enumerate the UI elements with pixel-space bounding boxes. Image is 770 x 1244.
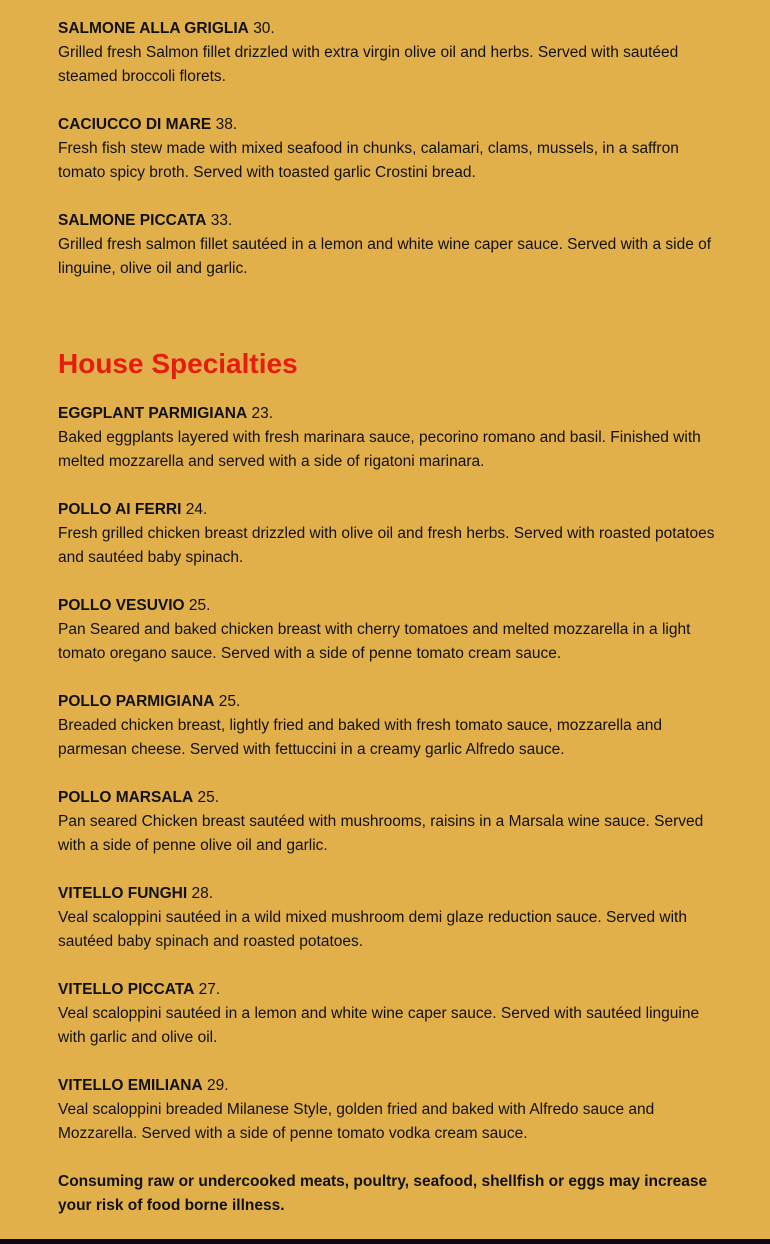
item-description: Veal scaloppini sautéed in a wild mixed mushroom demi glaze reduction sauce. Served with sautéed baby spinach and roasted potatoes. xyxy=(58,909,687,950)
bottom-divider xyxy=(0,1239,770,1244)
item-name: VITELLO EMILIANA xyxy=(58,1077,203,1094)
item-price: 27. xyxy=(198,981,221,998)
item-name: VITELLO PICCATA xyxy=(58,981,195,998)
item-name: POLLO VESUVIO xyxy=(58,597,185,614)
item-price: 23. xyxy=(251,405,274,422)
menu-item-pollo-parmigiana xyxy=(58,690,718,762)
menu-item-pollo-ai-ferri xyxy=(58,498,718,570)
menu-item-pollo-vesuvio xyxy=(58,594,718,666)
menu-item-salmone-alla-griglia xyxy=(58,17,718,89)
item-description: Grilled fresh salmon fillet sautéed in a lemon and white wine caper sauce. Served with a side of linguine, olive oil and garlic. xyxy=(58,236,712,277)
item-description: Baked eggplants layered with fresh marinara sauce, pecorino romano and basil. Finished with melted mozzarella and served with a side of rigatoni marinara. xyxy=(58,429,701,470)
item-price: 38. xyxy=(215,116,238,133)
item-description: Veal scaloppini sautéed in a lemon and white wine caper sauce. Served with sautéed linguine with garlic and olive oil. xyxy=(58,1005,700,1046)
item-description: Pan seared Chicken breast sautéed with mushrooms, raisins in a Marsala wine sauce. Served with a side of penne olive oil and garlic. xyxy=(58,813,704,854)
item-price: 25. xyxy=(218,693,241,710)
item-price: 29. xyxy=(206,1077,229,1094)
item-description: Fresh grilled chicken breast drizzled with olive oil and fresh herbs. Served with roasted potatoes and sautéed baby spinach. xyxy=(58,525,715,566)
item-description: Veal scaloppini breaded Milanese Style, golden fried and baked with Alfredo sauce and Mozzarella. Served with a side of penne tomato vodka cream sauce. xyxy=(58,1101,655,1142)
item-name: VITELLO FUNGHI xyxy=(58,885,188,902)
item-price: 33. xyxy=(210,212,233,229)
item-name: EGGPLANT PARMIGIANA xyxy=(58,405,248,422)
item-description: Fresh fish stew made with mixed seafood in chunks, calamari, clams, mussels, in a saffron tomato spicy broth. Served with toasted garlic Crostini bread. xyxy=(58,140,679,181)
menu-item-vitello-emiliana xyxy=(58,1074,718,1146)
item-price: 25. xyxy=(197,789,220,806)
item-price: 25. xyxy=(188,597,211,614)
menu-item-vitello-funghi xyxy=(58,882,718,954)
item-description: Pan Seared and baked chicken breast with cherry tomatoes and melted mozzarella in a light tomato oregano sauce. Served with a side of penne tomato cream sauce. xyxy=(58,621,691,662)
item-name: SALMONE ALLA GRIGLIA xyxy=(58,20,249,37)
menu-item-eggplant-parmigiana xyxy=(58,402,718,474)
item-name: CACIUCCO DI MARE xyxy=(58,116,212,133)
item-name: SALMONE PICCATA xyxy=(58,212,207,229)
menu-content xyxy=(58,17,718,1218)
item-name: POLLO PARMIGIANA xyxy=(58,693,215,710)
menu-item-caciucco-di-mare xyxy=(58,113,718,185)
menu-item-salmone-piccata xyxy=(58,209,718,281)
section-title-house-specialties: House Specialties xyxy=(58,348,298,379)
menu-item-vitello-piccata xyxy=(58,978,718,1050)
item-price: 24. xyxy=(185,501,208,518)
item-description: Grilled fresh Salmon fillet drizzled with extra virgin olive oil and herbs. Served with sautéed steamed broccoli florets. xyxy=(58,44,679,85)
item-description: Breaded chicken breast, lightly fried and baked with fresh tomato sauce, mozzarella and parmesan cheese. Served with fettuccini in a creamy garlic Alfredo sauce. xyxy=(58,717,662,758)
menu-item-pollo-marsala xyxy=(58,786,718,858)
item-name: POLLO AI FERRI xyxy=(58,501,182,518)
food-safety-warning: Consuming raw or undercooked meats, poultry, seafood, shellfish or eggs may increase your risk of food borne illness. xyxy=(58,1173,708,1214)
item-price: 28. xyxy=(191,885,214,902)
item-name: POLLO MARSALA xyxy=(58,789,194,806)
item-price: 30. xyxy=(253,20,275,37)
